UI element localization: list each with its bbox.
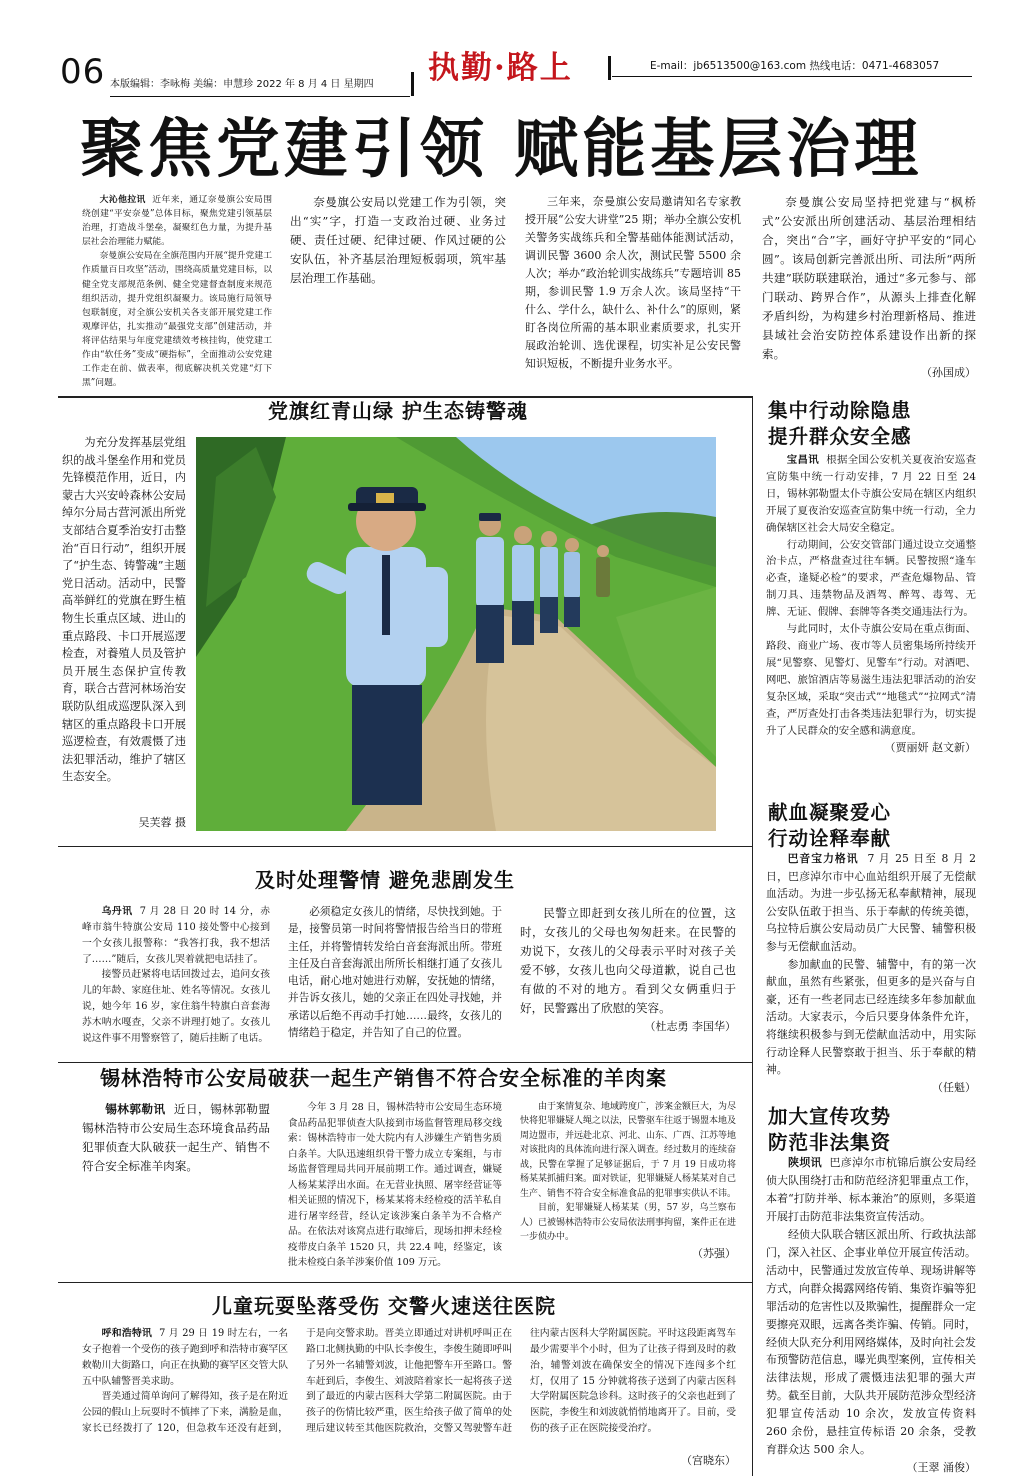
article-2-col-3 — [520, 1100, 736, 1263]
lead-byline: （孙国成） — [921, 366, 976, 379]
side-1-title — [768, 398, 912, 450]
rule-photo-bottom — [58, 846, 752, 847]
side-1-title-line-2: 提升群众安全感 — [768, 425, 912, 448]
article-1-paragraph-1: 7 月 28 日 20 时 14 分，赤峰市翁牛特旗公安局 110 接处警中心接到一个女孩儿报警称：“我答打我，我不想活了……”随后，女孩儿哭着就把电话挂了。 — [82, 906, 271, 965]
article-3-dateline: 呼和浩特讯 — [101, 1328, 153, 1339]
article-1-byline: （杜志勇 李国华） — [644, 1020, 736, 1033]
side-1-byline: （贾丽妍 赵文新） — [884, 741, 976, 755]
section-title: 执勤·路上 — [428, 50, 573, 86]
article-3-title: 儿童玩耍坠落受伤 交警火速送往医院 — [212, 1294, 556, 1318]
rule-article-1-bottom — [58, 1062, 752, 1063]
article-2-dateline: 锡林郭勒讯 — [105, 1102, 166, 1116]
lead-paragraph-1: 近年来，通辽奈曼旗公安局围绕创建“平安奈曼”总体目标，聚焦党建引领基层治理，打造战斗堡垒，凝聚红色力量，为提升基层社会治理能力赋能。 — [82, 195, 272, 248]
side-2-dateline: 巴音宝力格讯 — [787, 852, 859, 865]
side-2-title — [768, 800, 891, 852]
police-patrol-photo — [196, 437, 716, 831]
header-rule-right — [612, 76, 972, 77]
side-2-byline: （任魁） — [932, 1080, 976, 1094]
article-1-paragraph-4: 民警立即赶到女孩儿所在的位置，这时，女孩儿的父母也匆匆赶来。在民警的劝说下，女孩儿的父母表示平时对孩子关爱不够，女孩儿也向父母道歉，说自己也有做的不对的地方。看到父女俩重归于好，民警露出了欣慰的笑容。 — [520, 906, 736, 1015]
lead-dateline: 大沁他拉讯 — [99, 195, 146, 205]
side-3-byline: （王翠 涌俊） — [906, 1461, 976, 1475]
lead-paragraph-4: 三年来，奈曼旗公安局邀请知名专家教授开展“公安大讲堂”25 期；举办全旗公安机关警务实战练兵和全警基础体能测试活动，调训民警 3600 余人次，测试民警 5500 余人次；举办“政治轮训实战练兵”专题培训 85 期，参训民警 1.9 万余人次。该局坚持“干什么、学什么，缺什么、补什么”的原则，紧盯各岗位所需的基本职业素质要求，扎实开展政治轮训、选优课程，切实补足公安民警知识短板，不断提升业务水平。 — [525, 195, 741, 370]
side-2-title-line-2: 行动诠释奉献 — [768, 827, 892, 850]
side-1-paragraph-1: 根据全国公安机关夏夜治安巡查宣防集中统一行动安排，7 月 22 日至 24 日，锡林郭勒盟太仆寺旗公安局在辖区内组织开展了夏夜治安巡查宣防集中统一行动，全力确保辖区社会大局安全稳定。 — [766, 454, 977, 534]
article-2-byline: （苏强） — [692, 1246, 736, 1260]
side-3-title-line-2: 防范非法集资 — [768, 1131, 892, 1154]
header-rule-left — [110, 96, 410, 97]
lead-paragraph-2: 奈曼旗公安局在全旗范围内开展“提升党建工作质量百日攻坚”活动，围绕高质量党建目标，以健全党支部规范条例、健全党建督查制度来规范组织活动，提升党组织凝聚力。该局施行局领导包联制度，对全旗公安机关各支部开展党建工作观摩评估，扎实推动“最强党支部”创建活动，并将评估结果与年度党建绩效考核挂钩，使党建工作由“软任务”变成“硬指标”，全面推动公安党建工作走在前、做表率，彻底解决机关党建“灯下黑”问题。 — [82, 251, 272, 389]
contact-line: E-mail：jb6513500@163.com 热线电话：0471-4683057 — [650, 60, 940, 72]
side-2-title-line-1: 献血凝聚爱心 — [768, 801, 892, 824]
article-3-body — [82, 1326, 736, 1450]
article-2-paragraph-1: 近日，锡林郭勒盟锡林浩特市公安局生态环境食品药品犯罪侦查大队破获一起生产、销售不符合安全标准羊肉案。 — [82, 1102, 270, 1173]
side-3-body — [766, 1154, 976, 1477]
lead-article-col-4 — [762, 193, 976, 382]
article-1-title: 及时处理警情 避免悲剧发生 — [255, 868, 515, 892]
rule-article-2-bottom — [58, 1282, 752, 1283]
photo-credit: 吴芙蓉 摄 — [138, 816, 186, 829]
side-1-dateline: 宝昌讯 — [786, 454, 819, 466]
article-3-paragraph-1: 7 月 29 日 19 时左右，一名女子抱着一个受伤的孩子跑到呼和浩特市赛罕区敕勒川大街路口，向正在执勤的赛罕区交管大队五中队辅警晋美求助。 — [82, 1328, 289, 1387]
side-1-paragraph-3: 与此同时，太仆寺旗公安局在重点街面、路段、商业广场、夜市等人员密集场所持续开展“见警察、见警灯、见警车”行动。对酒吧、网吧、旅馆酒店等易滋生违法犯罪活动的治安复杂区域，采取“突击式”“地毯式”“拉网式”清查，严厉查处打击各类违法犯罪行为，切实提升了人民群众的安全感和满意度。 — [766, 623, 976, 737]
article-2-col-2 — [288, 1100, 502, 1271]
rule-right-column — [752, 396, 753, 1476]
header-divider-right — [608, 56, 611, 80]
side-3-title — [768, 1104, 891, 1156]
lead-paragraph-5: 奈曼旗公安局坚持把党建与“枫桥式”公安派出所创建活动、基层治理相结合，突出“合”字，画好守护平安的“同心圆”。该局创新完善派出所、司法所“两所共建”联防联建联治，通过“多元参与、部门联动、跨界合作”，从源头上排查化解矛盾纠纷，为构建乡村治理新格局、推进县域社会治安防控体系建设作出新的探索。 — [762, 195, 976, 361]
article-1-col-3 — [520, 904, 736, 1036]
lead-paragraph-3: 奈曼旗公安局以党建工作为引领，突出“实”字，打造一支政治过硬、业务过硬、责任过硬、纪律过硬、作风过硬的公安队伍，补齐基层治理短板弱项，筑牢基层治理工作基础。 — [290, 195, 506, 285]
photo-caption-text: 为充分发挥基层党组织的战斗堡垒作用和党员先锋模范作用，近日，内蒙古大兴安岭森林公安局绰尔分局古营河派出所党支部结合夏季治安打击整治“百日行动”，组织开展了“护生态、铸警魂”主题党日活动。活动中，民警高举鲜红的党旗在野生植物生长重点区域、进山的重点路段、卡口开展巡逻检查，对養殖人员及管护员开展生态保护宣传教育，联合古营河林场治安联防队组成巡逻队深入到辖区的重点路段卡口开展巡逻检查，有效震慑了违法犯罪活动，维护了辖区生态安全。 — [62, 436, 186, 784]
side-3-paragraph-2: 经侦大队联合辖区派出所、行政执法部门，深入社区、企事业单位开展宣传活动。活动中，民警通过发放宣传单、现场讲解等方式，向群众揭露网络传销、集资诈骗等犯罪活动的危害性以及欺骗性，提醒群众一定要擦亮双眼，远离各类诈骗、传销。同时，经侦大队充分利用网络媒体，及时向社会发布预警防范信息，曝光典型案例，宣传相关法律法规，形成了震慑违法犯罪的强大声势。截至目前，大队共开展防范涉众型经济犯罪宣传活动 10 余次，发放宣传资料 260 余份，悬挂宣传标语 20 余条，受教育群众达 500 余人。 — [766, 1227, 976, 1457]
side-2-body — [766, 850, 976, 1097]
article-3-paragraph-2: 晋美通过简单询问了解得知，孩子是在附近公园的假山上玩耍时不慎摔了下来，满脸是血，家长已经拨打了 120，但急救车还没有赶到，于是向交警求助。晋美立即通过对讲机呼叫正在路口北侧执勤的中队长李俊生，李俊生随即呼叫了另外一名辅警刘波，让他把警车开至路口。警车赶到后，李俊生、刘波陪着家长一起将孩子送到了最近的内蒙古医科大学第二附属医院。由于孩子的伤情比较严重，医生给孩子做了简单的处理后建议转至其他医院救治，交警又驾驶警车赶往内蒙古医科大学附属医院。平时这段距离驾车最少需要半个小时，但为了让孩子得到及时的救治，辅警刘波在确保安全的情况下连闯多个红灯，仅用了 15 分钟就将孩子送到了内蒙古医科大学附属医院急诊科。这时孩子的父亲也赶到了医院，李俊生和刘波就悄悄地离开了。目前，受伤的孩子正在医院接受治疗。 — [82, 1328, 736, 1435]
article-2-paragraph-4: 目前，犯罪嫌疑人杨某某（男，57 岁，乌兰察布人）已被锡林浩特市公安局依法刑事拘留，案件正在进一步侦办中。 — [520, 1203, 737, 1243]
lead-article-col-3 — [525, 193, 741, 373]
article-2-paragraph-3: 由于案情复杂、地域跨度广，涉案金额巨大，为尽快将犯罪嫌疑人绳之以法，民警驱车往返于锡盟本地及周边盟市，并远赴北京、河北、山东、广西、江苏等地对该批肉的具体流向进行深入调查。经过数月的连续奋战，民警在掌握了足够证据后，于 7 月 19 日成功将杨某某抓捕归案。面对铁证，犯罪嫌疑人杨某某对自己生产、销售不符合安全标准食品的犯罪事实供认不讳。 — [520, 1102, 737, 1199]
side-2-paragraph-2: 参加献血的民警、辅警中，有的第一次献血，虽然有些紧张，但更多的是兴奋与自豪，还有一些老同志已经连续多年参加献血活动。大家表示，今后只要身体条件允许，将继续积极参与到无偿献血活动中，用实际行动诠释人民警察敢于担当、乐于奉献的精神。 — [766, 957, 976, 1077]
article-2-title: 锡林浩特市公安局破获一起生产销售不符合安全标准的羊肉案 — [100, 1066, 667, 1090]
article-1-col-1 — [82, 904, 270, 1047]
article-1-paragraph-3: 必须稳定女孩儿的情绪，尽快找到她。于是，接警员第一时间将警情报告给当日的带班主任，并将警情转发给白音套海派出所。带班主任及白音套海派出所所长相继打通了女孩儿电话，耐心地对她进行劝解，安抚她的情绪，并告诉女孩儿，她的父亲正在四处寻找她，并承诺以后绝不再动手打她……最终，女孩儿的情绪趋于稳定，并告知了自己的位置。 — [288, 906, 502, 1039]
photo-feature-title: 党旗红青山绿 护生态铸警魂 — [268, 399, 528, 423]
lead-article-col-2 — [290, 193, 506, 288]
page-number: 06 — [60, 52, 106, 92]
main-headline: 聚焦党建引领 赋能基层治理 — [80, 112, 923, 187]
photo-caption — [62, 434, 186, 786]
side-3-dateline: 陕坝讯 — [788, 1156, 822, 1169]
side-3-paragraph-1: 巴彦淖尔市杭锦后旗公安局经侦大队围绕打击和防范经济犯罪重点工作，本着“打防并举、标本兼治”的原则，多渠道开展打击防范非法集资宣传活动。 — [766, 1156, 977, 1223]
side-1-title-line-1: 集中行动除隐患 — [768, 399, 912, 422]
header-divider-left — [411, 72, 414, 96]
article-1-dateline: 乌丹讯 — [101, 906, 133, 917]
lead-article-col-1 — [82, 193, 272, 390]
article-3-byline: （宫晓东） — [681, 1454, 736, 1467]
editor-line: 本版编辑：李咏梅 美编：申慧珍 2022 年 8 月 4 日 星期四 — [110, 79, 374, 90]
article-2-col-1 — [82, 1100, 270, 1176]
page-header — [0, 0, 1024, 100]
article-1-col-2 — [288, 904, 502, 1042]
article-2-paragraph-2: 今年 3 月 28 日，锡林浩特市公安局生态环境食品药品犯罪侦查大队接到市场监督管理局移交线索：锡林浩特市一处大院内有人涉嫌生产销售劣质白条羊。大队迅速组织骨干警力成立专案组，与市场监督管理局共同开展前期工作。通过调查，嫌疑人杨某某浮出水面。在无营业执照、屠宰经营证等相关证照的情况下，杨某某将未经检疫的活羊私自进行屠宰经营，经认定该涉案白条羊为不合格产品。在依法对该窝点进行取缔后，现场扣押未经检疫带皮白条羊 1520 只，共 22.4 吨，经鉴定，该批未检疫白条羊涉案价值 109 万元。 — [288, 1102, 502, 1268]
side-1-paragraph-2: 行动期间，公安交管部门通过设立交通整治卡点，严格盘查过往车辆。民警按照“逢车必查，逢疑必检”的要求，严查危爆物品、管制刀具、违禁物品及酒驾、醉驾、毒驾、无牌、无证、假牌、套牌等各类交通违法行为。 — [766, 538, 976, 619]
police-patrol-illustration — [196, 437, 716, 831]
side-2-paragraph-1: 7 月 25 日至 8 月 2 日，巴彦淖尔市中心血站组织开展了无偿献血活动。为进一步弘扬无私奉献精神，展现公安队伍敢于担当、乐于奉献的传统美德，乌拉特后旗公安局动员广大民警、辅警积极参与无偿献血活动。 — [766, 852, 976, 953]
side-3-title-line-1: 加大宣传攻势 — [768, 1105, 892, 1128]
article-1-paragraph-2: 接警员赶紧将电话回拨过去，追问女孩儿的年龄、家庭住址、姓名等情况。女孩儿说，她今年 16 岁，家住翁牛特旗白音套海苏木呐水嘎查，父亲不讲理打她了。女孩儿说这件事不用警察管了，随后挂断了电话。 — [82, 969, 270, 1044]
side-1-body — [766, 452, 976, 757]
